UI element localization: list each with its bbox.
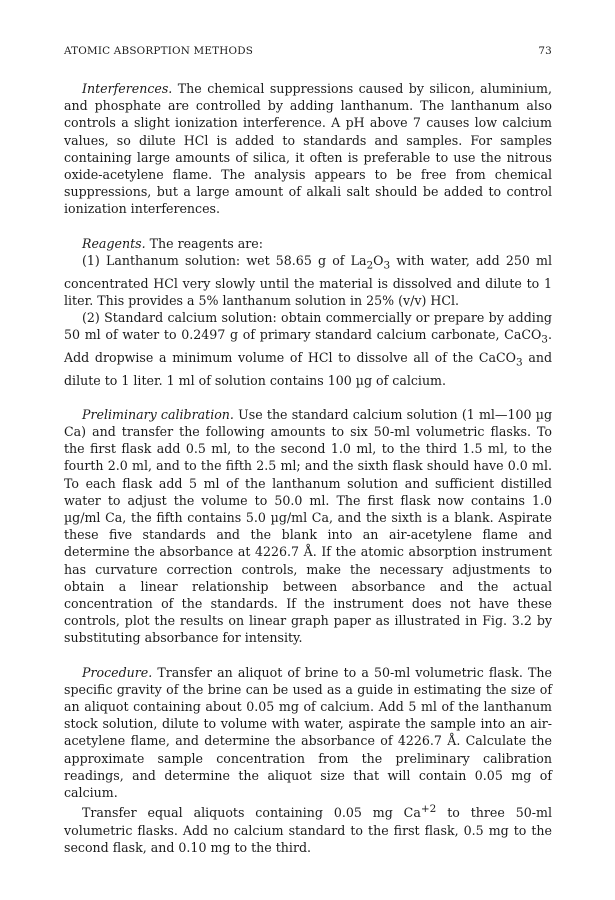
procedure-text-2b: to three 50-ml volumetric flasks. Add no calcium standard to the first flask, 0.5 mg to the second flask, and 0.10 mg to the third. bbox=[64, 805, 552, 855]
running-head bbox=[64, 45, 552, 57]
reagents-item-2 bbox=[64, 309, 552, 389]
procedure-paragraph-1 bbox=[64, 664, 552, 802]
running-head-title: ATOMIC ABSORPTION METHODS bbox=[64, 45, 254, 57]
reagents-item-2-text-b: . Add dropwise a minimum volume of HCl to dissolve all of the CaCO bbox=[64, 327, 552, 365]
subscript: 3 bbox=[515, 356, 523, 369]
subscript: 3 bbox=[383, 259, 391, 272]
reagents-item-1-text-a: (1) Lanthanum solution: wet 58.65 g of La bbox=[82, 252, 367, 268]
reagents-item-2-text-c: and dilute to 1 liter. 1 ml of solution contains 100 µg of calcium. bbox=[64, 349, 553, 388]
procedure-text-2a: Transfer equal aliquots containing 0.05 mg Ca bbox=[82, 805, 421, 821]
body-text bbox=[64, 80, 552, 873]
page-number: 73 bbox=[538, 45, 552, 57]
section-preliminary-calibration bbox=[64, 406, 552, 647]
reagents-intro-paragraph bbox=[64, 235, 552, 252]
interferences-paragraph bbox=[64, 80, 552, 218]
section-interferences bbox=[64, 80, 552, 218]
subscript: 2 bbox=[366, 259, 374, 272]
reagents-intro: The reagents are: bbox=[149, 235, 263, 251]
calibration-heading: Preliminary calibration. bbox=[82, 406, 234, 422]
subscript: 3 bbox=[541, 333, 548, 346]
reagents-item-1 bbox=[64, 252, 552, 309]
reagents-item-2-text-a: (2) Standard calcium solution: obtain commercially or prepare by adding 50 ml of water to 0.2497 g of primary standard calcium carbonate, CaCO bbox=[64, 309, 552, 343]
calibration-text: Use the standard calcium solution (1 ml—100 µg Ca) and transfer the following amounts to six 50-ml volumetric flasks. To the first flask add 0.5 ml, to the second 1.0 ml, to the third 1.5 ml, to the fourth 2.0 ml, and to the fifth 2.5 ml; and the sixth flask should have 0.0 ml. To each flask add 5 ml of the lanthanum solution and sufficient distilled water to adjust the volume to 50.0 ml. The first flask now contains 1.0 µg/ml Ca, the fifth contains 5.0 µg/ml Ca, and the sixth is a blank. Aspirate these five standards and the blank into an air-acetylene flame and determine the absorbance at 4226.7 Å. If the atomic absorption instrument has curvature correction controls, make the necessary adjustments to obtain a linear relationship between absorbance and the actual concentration of the standards. If the instrument does not have these controls, plot the results on linear graph paper as illustrated in Fig. 3.2 by substituting absorbance for intensity. bbox=[64, 406, 552, 646]
procedure-paragraph-2 bbox=[64, 801, 552, 856]
superscript: +2 bbox=[420, 803, 437, 816]
reagents-heading: Reagents. bbox=[82, 235, 146, 251]
reagents-item-1-text-b: O bbox=[373, 252, 384, 268]
procedure-heading: Procedure. bbox=[82, 664, 153, 680]
interferences-text: The chemical suppressions caused by silicon, aluminium, and phosphate are controlled by adding lanthanum. The lanthanum also controls a slight ionization interference. A pH above 7 causes low calcium values, so dilute HCl is added to standards and samples. For samples containing large amounts of silica, it often is preferable to use the nitrous oxide-acetylene flame. The analysis appears to be free from chemical suppressions, but a large amount of alkali salt should be added to control ionization interferences. bbox=[64, 81, 552, 217]
section-procedure bbox=[64, 664, 552, 856]
procedure-text-1: Transfer an aliquot of brine to a 50-ml volumetric flask. The specific gravity of the brine can be used as a guide in estimating the size of an aliquot containing about 0.05 mg of calcium. Add 5 ml of the lanthanum stock solution, dilute to volume with water, aspirate the sample into an air-acetylene flame, and determine the absorbance of 4226.7 Å. Calculate the approximate sample concentration from the preliminary calibration readings, and determine the aliquot size that will contain 0.05 mg of calcium. bbox=[64, 664, 552, 801]
interferences-heading: Interferences. bbox=[82, 81, 173, 96]
reagents-item-1-text-c: with water, add 250 ml concentrated HCl very slowly until the material is dissolved and dilute to 1 liter. This provides a 5% lanthanum solution in 25% (v/v) HCl. bbox=[64, 252, 552, 308]
calibration-paragraph bbox=[64, 406, 552, 647]
section-reagents bbox=[64, 235, 552, 389]
